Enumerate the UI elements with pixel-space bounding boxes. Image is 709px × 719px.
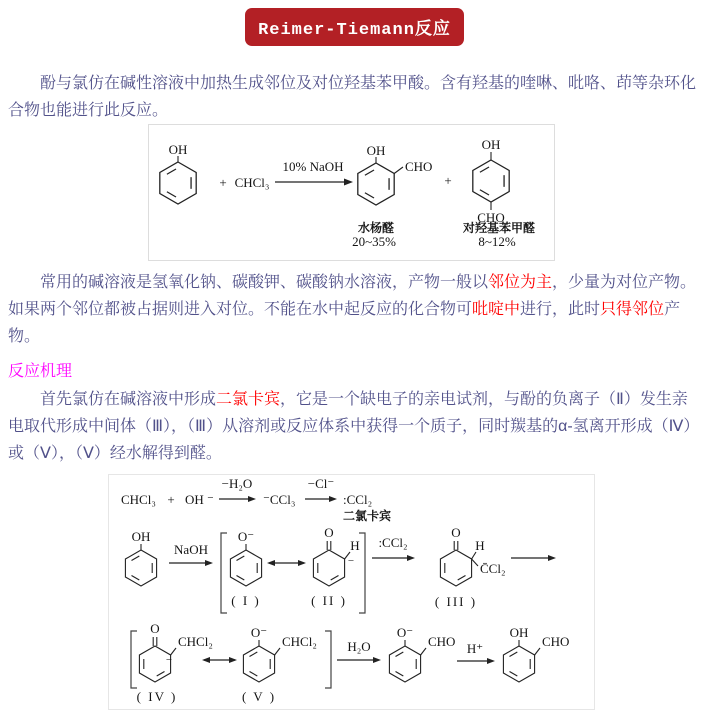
salicylaldehyde-ring — [503, 646, 534, 682]
reaction-arrow — [169, 542, 213, 566]
highlight-ortho-only: 只得邻位 — [600, 301, 665, 318]
minus-chloride-label: −Cl⁻ — [307, 476, 335, 491]
intro-text: 酚与氯仿在碱性溶液中加热生成邻位及对位羟基苯甲酸。含有羟基的喹啉、吡咯、茚等杂环化合物也能进行此反应。 — [8, 75, 697, 119]
plus-sign: + — [219, 175, 227, 190]
intro-paragraph — [0, 70, 709, 124]
dienone-anion-ring — [313, 541, 344, 586]
base-solution-paragraph — [0, 269, 709, 350]
reaction-arrow — [372, 535, 415, 561]
atom-label-oh: OH — [509, 625, 529, 640]
text-segment: 常用的碱溶液是氢氧化钠、碳酸钾、碳酸钠水溶液，产物一般以 — [40, 274, 489, 291]
phenolate-ring — [230, 550, 261, 586]
resonance-arrow — [202, 657, 237, 663]
atom-label-o-minus: O⁻ — [396, 625, 414, 640]
overall-reaction-svg — [149, 125, 554, 260]
atom-label-cho: CHO — [477, 210, 505, 225]
highlight-pyridine: 吡啶中 — [472, 301, 521, 318]
phenol-ring — [125, 550, 156, 586]
atom-label-o-minus: O⁻ — [237, 529, 255, 544]
water-label: H₂O — [347, 639, 371, 654]
trichloromethyl-anion: ⁻CCl₃ — [263, 492, 296, 507]
atom-label-o: O — [324, 525, 334, 540]
atom-label-cho: CHO — [405, 159, 433, 174]
text-segment: 产物。 — [8, 301, 681, 345]
atom-label-cho: CHO — [542, 634, 570, 649]
naoh-label: NaOH — [174, 542, 208, 557]
right-bracket — [325, 631, 331, 688]
product2-yield: 8~12% — [478, 234, 516, 249]
para-product-ring — [473, 160, 509, 202]
reaction-arrow — [305, 476, 337, 502]
atom-label-chcl2: CHCl₂ — [282, 634, 317, 649]
product2-name: 对羟基苯甲醛 — [462, 221, 536, 235]
proton-label: H⁺ — [466, 641, 484, 656]
atom-label-o: O — [150, 621, 160, 636]
plus-sign: + — [444, 173, 452, 188]
structure-label-iv: ( IV ) — [136, 689, 178, 704]
highlight-ortho-main: 邻位为主 — [488, 274, 553, 291]
overall-reaction-figure — [148, 124, 555, 261]
product1-yield: 20~35% — [352, 234, 396, 249]
structure-label-i: ( I ) — [231, 593, 261, 608]
carbanion-ccl2-label: C̄Cl₂ — [480, 561, 506, 576]
atom-label-h: H — [350, 538, 360, 553]
reaction-arrow — [337, 639, 381, 663]
atom-label-cho: CHO — [428, 634, 456, 649]
atom-label-o: O — [451, 525, 461, 540]
mechanism-heading: 反应机理 — [8, 363, 73, 380]
intermediate-iii-ring — [440, 541, 471, 586]
product1-name: 水杨醛 — [357, 221, 395, 235]
charge-minus: − — [165, 654, 173, 666]
atom-label-o-minus: O⁻ — [250, 625, 268, 640]
reaction-arrow — [275, 159, 353, 186]
mechanism-paragraph — [0, 386, 709, 467]
charge-minus: − — [347, 555, 355, 567]
atom-label-oh: OH — [366, 143, 386, 158]
chloroform-formula: CHCl₃ — [234, 175, 270, 190]
text-segment: 进行，此时 — [520, 301, 601, 318]
atom-label-h: H — [475, 538, 485, 553]
formyl-phenolate-ring — [389, 646, 420, 682]
phenol-ring — [160, 162, 196, 204]
highlight-dichlorocarbene: 二氯卡宾 — [216, 391, 281, 408]
page-title: Reimer-Tiemann反应 — [245, 8, 464, 46]
chloroform-formula: CHCl₃ — [121, 492, 156, 507]
intermediate-v-ring — [243, 646, 274, 682]
minus-water-label: −H₂O — [221, 476, 253, 491]
atom-label-chcl2: CHCl₂ — [178, 634, 213, 649]
text-segment: ，它是一个缺电子的亲电试剂，与酚的负离子（Ⅱ）发生亲电取代形成中间体（Ⅲ），（Ⅲ）从溶剂或反应体系中获得一个质子，同时羰基的α-氢离开形成（Ⅳ）或（Ⅴ），（Ⅴ）经水解得到醛。 — [8, 391, 700, 462]
structure-label-ii: ( II ) — [311, 593, 347, 608]
hydroxide-formula: OH ⁻ — [185, 492, 214, 507]
reaction-arrow — [511, 555, 556, 561]
title-banner-row — [0, 0, 709, 46]
mechanism-svg — [109, 475, 594, 709]
carbene-attack-label: :CCl₂ — [378, 535, 408, 550]
atom-label-oh: OH — [481, 137, 501, 152]
atom-label-oh: OH — [131, 529, 151, 544]
dichlorocarbene-name: 二氯卡宾 — [342, 509, 392, 523]
resonance-arrow — [267, 560, 306, 566]
structure-label-iii: ( III ) — [434, 594, 478, 609]
salicylaldehyde-ring — [358, 163, 394, 205]
dichlorocarbene-formula: :CCl₂ — [343, 492, 373, 507]
right-bracket — [359, 533, 365, 613]
text-segment: ，少量为对位产物。如果两个邻位都被占据则进入对位。不能在水中起反应的化合物可 — [8, 274, 697, 318]
structure-label-v: ( V ) — [241, 689, 277, 704]
reaction-arrow — [219, 476, 256, 502]
reaction-arrow — [457, 641, 495, 664]
plus-sign: + — [167, 492, 175, 507]
mechanism-figure — [108, 474, 595, 710]
left-bracket — [131, 631, 137, 688]
conditions-label: 10% NaOH — [282, 159, 344, 174]
atom-label-oh: OH — [168, 142, 188, 157]
left-bracket — [221, 533, 227, 613]
text-segment: 首先氯仿在碱溶液中形成 — [40, 391, 217, 408]
